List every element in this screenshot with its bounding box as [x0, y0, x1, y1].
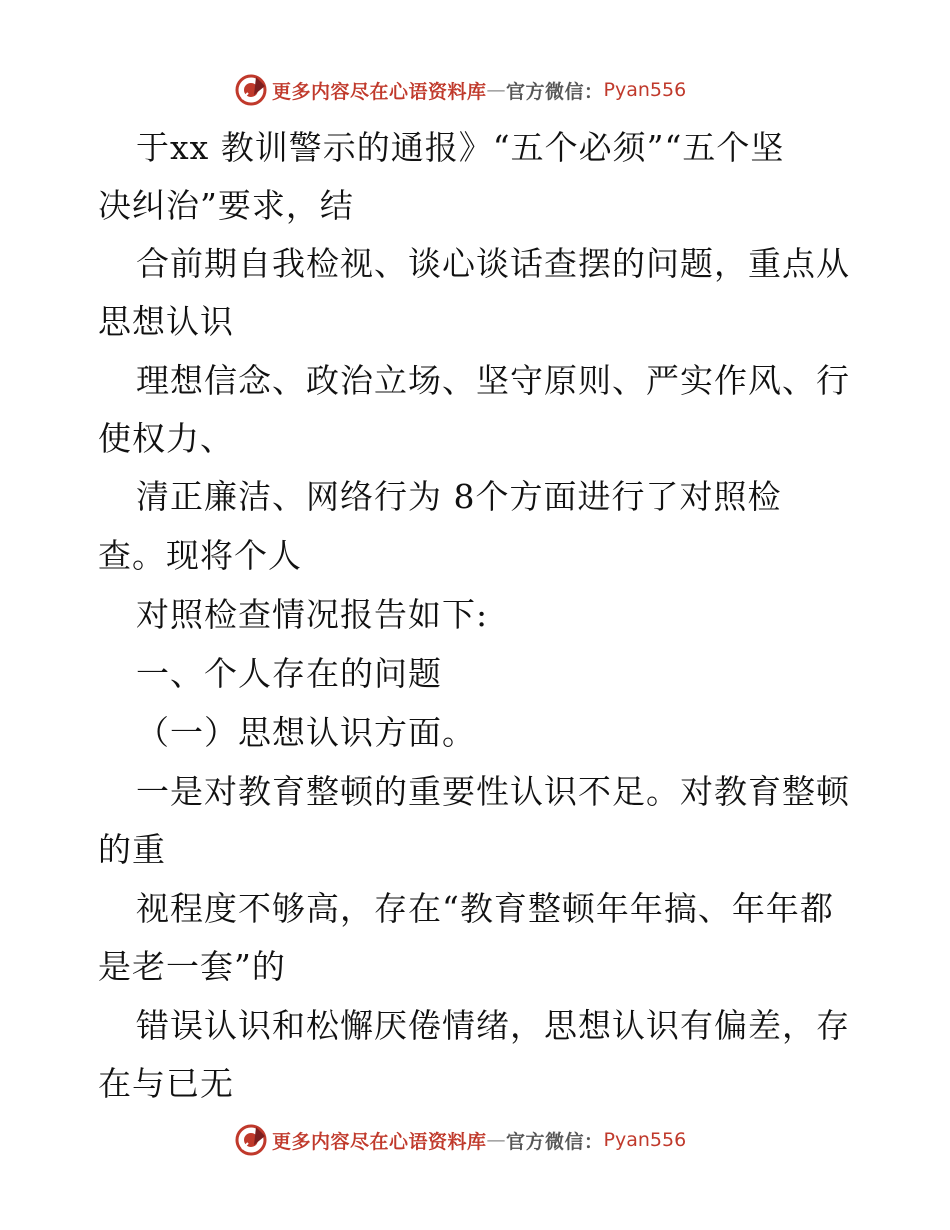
- text-line: 一、个人存在的问题: [136, 654, 442, 693]
- text-line: 清正廉洁、网络行为 8个方面进行了对照检: [136, 477, 782, 516]
- text-line: 在与已无: [98, 1064, 234, 1103]
- logo-icon: [234, 73, 268, 107]
- text-line: 决纠治”要求，结: [98, 186, 354, 225]
- text-line: 于xx 教训警示的通报》“五个必须”“五个坚: [136, 128, 785, 167]
- watermark-official-label: 官方微信：: [506, 80, 604, 103]
- text-line: 查。现将个人: [98, 536, 302, 575]
- watermark-dash: —: [486, 79, 507, 101]
- text-line: 视程度不够高，存在“教育整顿年年搞、年年都: [136, 889, 834, 928]
- text-line: （一）思想认识方面。: [136, 713, 476, 752]
- watermark-footer: [234, 1120, 686, 1160]
- watermark-main-text: 更多内容尽在心语资料库: [272, 80, 487, 103]
- watermark-official-label: 官方微信：: [506, 1130, 604, 1153]
- text-line: 思想认识: [98, 302, 234, 341]
- text-line: 理想信念、政治立场、坚守原则、严实作风、行: [136, 361, 850, 400]
- text-line: 是老一套”的: [98, 947, 286, 986]
- watermark-dash: —: [486, 1129, 507, 1151]
- logo-icon: [234, 1123, 268, 1157]
- text-line: 的重: [98, 830, 166, 869]
- text-line: 使权力、: [98, 419, 234, 458]
- text-line: 错误认识和松懈厌倦情绪，思想认识有偏差，存: [136, 1006, 850, 1045]
- text-line: 合前期自我检视、谈心谈话查摆的问题，重点从: [136, 244, 850, 283]
- text-line: 对照检查情况报告如下:: [136, 595, 489, 634]
- watermark-wechat-id: Pyan556: [603, 1129, 687, 1151]
- watermark-main-text: 更多内容尽在心语资料库: [272, 1130, 487, 1153]
- watermark-wechat-id: Pyan556: [603, 79, 687, 101]
- text-line: 一是对教育整顿的重要性认识不足。对教育整顿: [136, 772, 850, 811]
- watermark-header: [234, 70, 686, 110]
